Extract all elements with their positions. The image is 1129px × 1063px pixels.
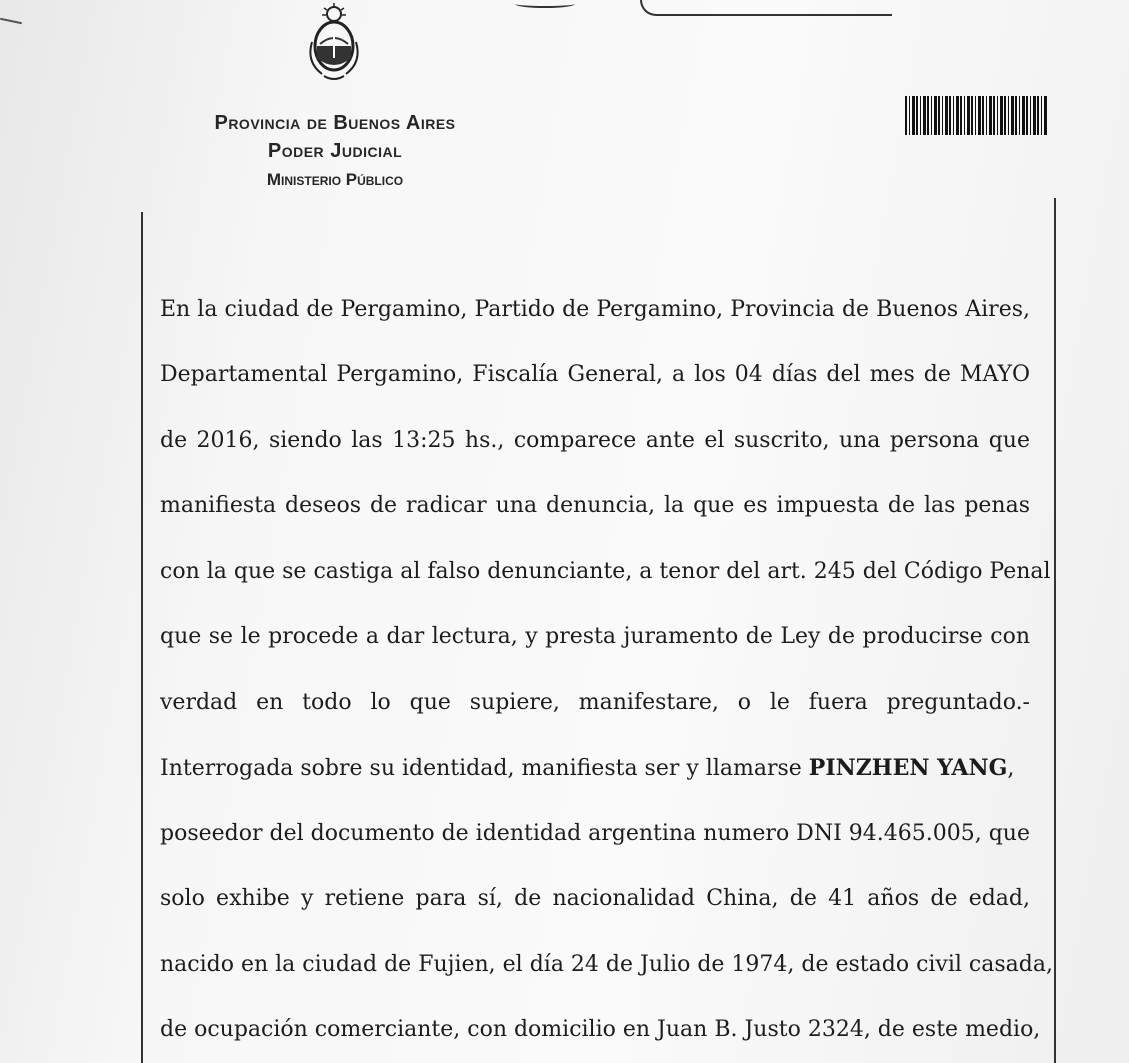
right-margin-rule (1054, 198, 1056, 1063)
text-line: verdad en todo lo que supiere, manifestare, o le fuera preguntado.- (160, 690, 1030, 715)
letterhead-judicial: Poder Judicial (267, 140, 403, 162)
text-line: Departamental Pergamino, Fiscalía General, a los 04 días del mes de MAYO (160, 362, 1030, 387)
text-line: poseedor del documento de identidad argentina numero DNI 94.465.005, que (160, 821, 1030, 846)
text-line: de 2016, siendo las 13:25 hs., comparece ante el suscrito, una persona que (160, 428, 1030, 453)
text-line: nacido en la ciudad de Fujien, el día 24 de Julio de 1974, de estado civil casada, (160, 952, 1053, 977)
text-line: solo exhibe y retiene para sí, de nacionalidad China, de 41 años de edad, (160, 886, 1030, 911)
text-line: En la ciudad de Pergamino, Partido de Pergamino, Provincia de Buenos Aires, (160, 297, 1030, 322)
letterhead-province: Provincia de Buenos Aires (214, 112, 456, 134)
barcode (905, 96, 1048, 135)
identity-suffix: , (1007, 756, 1015, 781)
identity-line (160, 748, 1030, 788)
letterhead-ministry: Ministerio Público (266, 170, 404, 189)
identity-prefix: Interrogada sobre su identidad, manifiesta ser y llamarse (160, 756, 802, 781)
letterhead (150, 110, 520, 194)
text-line: con la que se castiga al falso denunciante, a tenor del art. 245 del Código Penal (160, 559, 1051, 584)
declarant-name: PINZHEN YANG (808, 755, 1008, 781)
text-line: que se le procede a dar lectura, y presta juramento de Ley de producirse con (160, 624, 1030, 649)
pen-stroke (640, 0, 892, 16)
text-line: manifiesta deseos de radicar una denuncia, la que es impuesta de las penas (160, 493, 1030, 518)
coat-of-arms-seal-icon (302, 2, 366, 84)
pen-stroke (515, 0, 575, 8)
pen-mark (0, 18, 22, 25)
left-margin-rule (141, 212, 143, 1063)
text-line: de ocupación comerciante, con domicilio en Juan B. Justo 2324, de este medio, (160, 1017, 1041, 1042)
